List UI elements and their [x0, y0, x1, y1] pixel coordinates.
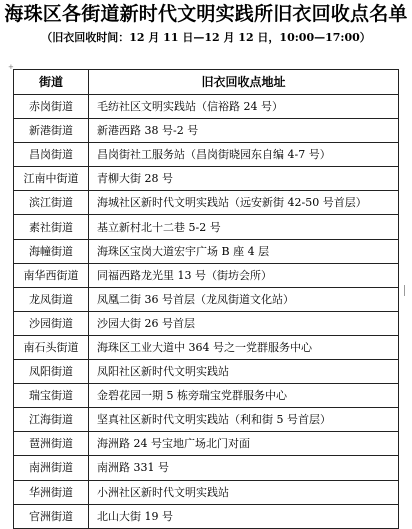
address-cell: 金碧花园一期 5 栋旁瑞宝党群服务中心 — [89, 384, 399, 408]
table-row — [14, 335, 399, 359]
address-cell: 沙园大街 26 号首层 — [89, 311, 399, 335]
street-cell: 新港街道 — [14, 119, 89, 143]
street-cell: 昌岗街道 — [14, 143, 89, 167]
street-cell: 华洲街道 — [14, 480, 89, 504]
street-cell: 南石头街道 — [14, 335, 89, 359]
table-row — [14, 408, 399, 432]
address-cell: 海珠区工业大道中 364 号之一党群服务中心 — [89, 335, 399, 359]
table-row — [14, 191, 399, 215]
header-address: 旧衣回收点地址 — [89, 70, 399, 95]
address-cell: 凤凰二街 36 号首层（龙凤街道文化站） — [89, 287, 399, 311]
street-cell: 官洲街道 — [14, 504, 89, 528]
address-cell: 南洲路 331 号 — [89, 456, 399, 480]
street-cell: 江海街道 — [14, 408, 89, 432]
address-cell: 海城社区新时代文明实践站（远安新街 42-50 号首层） — [89, 191, 399, 215]
address-cell: 海珠区宝岗大道宏宇广场 B 座 4 层 — [89, 239, 399, 263]
address-cell: 基立新村北十二巷 5-2 号 — [89, 215, 399, 239]
table-row — [14, 143, 399, 167]
table-move-handle-icon[interactable]: + — [8, 63, 14, 71]
address-cell: 小洲社区新时代文明实践站 — [89, 480, 399, 504]
address-cell: 坚真社区新时代文明实践站（利和街 5 号首层） — [89, 408, 399, 432]
table-row — [14, 480, 399, 504]
address-cell: 新港西路 38 号-2 号 — [89, 119, 399, 143]
table-row — [14, 456, 399, 480]
street-cell: 南华西街道 — [14, 263, 89, 287]
table-row — [14, 360, 399, 384]
street-cell: 江南中街道 — [14, 167, 89, 191]
collection-points-table — [13, 69, 399, 529]
header-street: 街道 — [14, 70, 89, 95]
table-edge-marker — [404, 285, 407, 296]
address-cell: 青柳大街 28 号 — [89, 167, 399, 191]
table-row — [14, 432, 399, 456]
table-row — [14, 263, 399, 287]
table-header-row — [14, 70, 399, 95]
address-cell: 毛纺社区文明实践站（信裕路 24 号） — [89, 95, 399, 119]
street-cell: 龙凤街道 — [14, 287, 89, 311]
table-row — [14, 384, 399, 408]
table-row — [14, 167, 399, 191]
table-row — [14, 311, 399, 335]
table-row — [14, 287, 399, 311]
street-cell: 南洲街道 — [14, 456, 89, 480]
street-cell: 凤阳街道 — [14, 360, 89, 384]
street-cell: 滨江街道 — [14, 191, 89, 215]
street-cell: 海幢街道 — [14, 239, 89, 263]
address-cell: 昌岗街社工服务站（昌岗街晓园东自编 4-7 号） — [89, 143, 399, 167]
street-cell: 琶洲街道 — [14, 432, 89, 456]
table-row — [14, 215, 399, 239]
street-cell: 赤岗街道 — [14, 95, 89, 119]
street-cell: 瑞宝街道 — [14, 384, 89, 408]
address-cell: 北山大街 19 号 — [89, 504, 399, 528]
table-row — [14, 504, 399, 528]
address-cell: 海洲路 24 号宝地广场北门对面 — [89, 432, 399, 456]
table-row — [14, 239, 399, 263]
street-cell: 素社街道 — [14, 215, 89, 239]
address-cell: 同福西路龙光里 13 号（街坊会所） — [89, 263, 399, 287]
address-cell: 凤阳社区新时代文明实践站 — [89, 360, 399, 384]
page-title: 海珠区各街道新时代文明实践所旧衣回收点名单 — [4, 3, 408, 25]
street-cell: 沙园街道 — [14, 311, 89, 335]
table-row — [14, 95, 399, 119]
table-row — [14, 119, 399, 143]
collection-time-subtitle: （旧衣回收时间：12 月 11 日—12 月 12 日，10:00—17:00） — [41, 31, 371, 44]
